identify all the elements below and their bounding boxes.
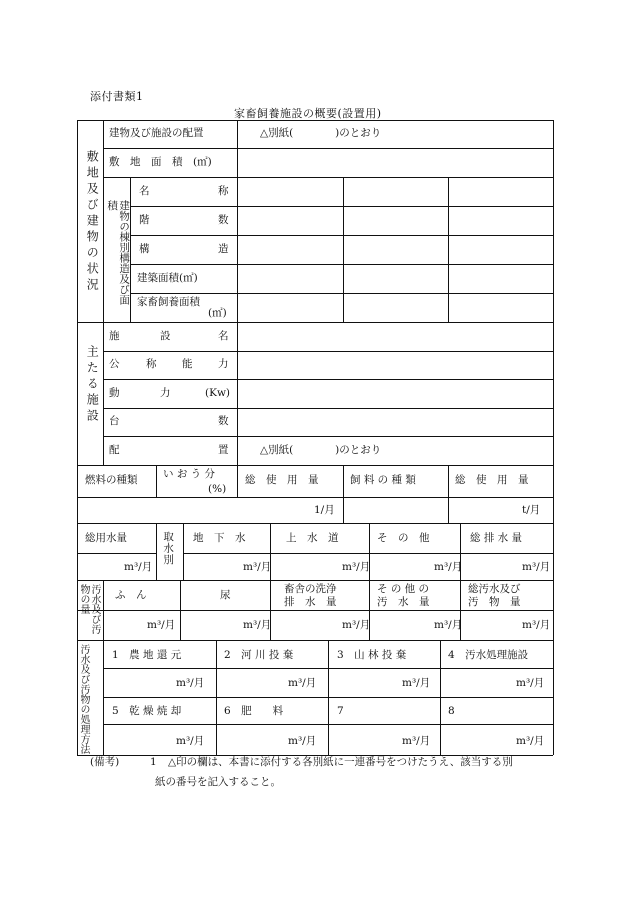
treatment-group-label: 汚水及び汚物の処理方法 [78,644,89,754]
treatment-method-3: 3 山 林 投 棄 [337,649,407,661]
fac-name-label: 施 [109,330,120,342]
treatment-unit-8: m³/月 [516,735,545,747]
grid-vline [460,580,461,640]
treatment-method-7: 7 [337,705,344,717]
bldg-structure-label: 構 [139,243,150,255]
feed-type-label: 飼 料 の 種 類 [350,474,416,486]
attachment-label: 添付書類1 [90,90,144,103]
facility-group-label: 主たる施設 [85,345,100,425]
water-total-label: 総用水量 [85,532,127,544]
fac-power-label-2: 力 [160,387,171,399]
bldg-structure-label-end: 造 [218,243,229,255]
grid-hline [130,264,553,265]
fac-capacity-label: 公 [109,358,120,370]
treatment-unit-2: m³/月 [288,677,317,689]
site-group-label: 敷地及び建物の状況 [85,150,100,294]
grid-vline [103,580,104,755]
feed-usage-unit: t/月 [522,504,541,516]
site-area-label: 敷 地 面 積 (㎡) [109,156,212,168]
bldg-floors-label-end: 数 [218,214,229,226]
fuel-usage-unit: 1/月 [314,504,335,516]
grid-hline [103,436,553,437]
grid-vline [553,120,554,755]
water-other-unit: m³/月 [434,561,463,573]
water-ground-label: 地 下 水 [193,532,246,544]
grid-hline [130,293,553,294]
grid-vline [343,465,344,523]
treatment-unit-7: m³/月 [402,735,431,747]
grid-vline [270,580,271,640]
treatment-method-6: 6 肥 料 [224,705,284,717]
fuel-sulfur-unit: (%) [208,483,227,495]
fac-count-label-end: 数 [218,415,229,427]
fac-capacity-label-end: 力 [218,358,229,370]
fuel-sulfur-label: い お う 分 [163,468,216,480]
sewage-total-label: 総汚水及び [468,583,521,595]
treatment-method-2: 2 河 川 投 棄 [224,649,294,661]
fac-layout-label: 配 [109,444,120,456]
treatment-unit-1: m³/月 [176,677,205,689]
bldg-subgroup-label: 建物の棟別構造及び面積 [106,200,131,305]
treatment-unit-5: m³/月 [176,735,205,747]
grid-hline [130,206,553,207]
water-intake-label: 取水別 [162,531,175,566]
grid-hline [130,235,553,236]
sewage-urine-unit: m³/月 [243,619,272,631]
form-title: 家畜飼養施設の概要(設置用) [234,107,382,120]
fac-name-label-end: 名 [218,330,229,342]
grid-hline [77,553,156,554]
treatment-unit-4: m³/月 [516,677,545,689]
grid-hline [103,177,553,178]
water-total-unit: m³/月 [124,561,153,573]
fac-capacity-label-2: 称 [146,358,157,370]
sewage-wash-label: 畜舎の洗浄 [284,583,337,595]
treatment-method-5: 5 乾 燥 焼 却 [112,705,182,717]
treatment-method-4: 4 汚水処理施設 [448,649,529,661]
grid-vline [180,580,181,640]
grid-hline [77,640,553,641]
grid-hline [77,497,553,498]
fac-layout-label-end: 置 [218,444,229,456]
grid-hline [103,408,553,409]
remarks-text-2: 紙の番号を記入すること。 [155,776,281,788]
sewage-other-label: そ の 他 の [377,583,430,595]
grid-hline [103,351,553,352]
sewage-total-unit: m³/月 [522,619,551,631]
grid-vline [216,640,217,755]
bldg-area-label: 建築面積(㎡) [137,272,198,284]
sewage-group-label: 汚水及び汚物の量 [78,584,100,634]
treatment-unit-3: m³/月 [402,677,431,689]
treatment-method-8: 8 [448,705,455,717]
grid-hline [77,322,553,323]
grid-hline [77,580,553,581]
grid-hline [103,148,553,149]
fuel-usage-label: 総 使 用 量 [245,474,319,486]
grid-vline [328,640,329,755]
water-drain-unit: m³/月 [522,561,551,573]
bldg-name-label: 名 [139,185,150,197]
feed-usage-label: 総 使 用 量 [455,474,529,486]
breeding-area-label: 家畜飼養面積 [137,296,200,308]
bldg-name-label-end: 称 [218,185,229,197]
sewage-wash-label-2: 排 水 量 [284,596,337,608]
grid-vline [448,177,449,322]
fac-capacity-label-3: 能 [182,358,193,370]
remarks-number: 1 [150,756,157,768]
sewage-total-label-2: 汚 物 量 [468,596,521,608]
water-tap-label: 上 水 道 [286,532,339,544]
grid-vline [156,523,157,580]
fac-power-unit: (Kw) [205,387,231,399]
sewage-urine-label: 尿 [220,589,231,601]
grid-hline [77,523,553,524]
grid-vline [440,640,441,755]
sewage-other-unit: m³/月 [434,619,463,631]
grid-hline [77,465,553,466]
grid-vline [103,120,104,465]
bldg-floors-label: 階 [139,214,150,226]
grid-vline [130,177,131,322]
fac-name-label-2: 設 [160,330,171,342]
fac-layout-value: △別紙( )のとおり [260,444,382,456]
grid-vline [156,465,157,497]
breeding-area-unit: (㎡) [208,307,227,319]
fac-count-label: 台 [109,415,120,427]
sewage-manure-unit: m³/月 [147,619,176,631]
grid-vline [237,120,238,497]
grid-vline [369,580,370,640]
water-ground-unit: m³/月 [243,561,272,573]
fac-power-label: 動 [109,387,120,399]
water-tap-unit: m³/月 [342,561,371,573]
treatment-unit-6: m³/月 [288,735,317,747]
grid-hline [183,553,553,554]
grid-vline [343,177,344,322]
sewage-manure-label: ふ ん [115,589,147,601]
water-drain-label: 総 排 水 量 [470,532,523,544]
fuel-type-label: 燃料の種類 [85,474,138,486]
sewage-other-label-2: 汚 水 量 [377,596,430,608]
grid-vline [448,465,449,523]
treatment-method-1: 1 農 地 還 元 [112,649,182,661]
grid-hline [77,610,553,611]
remarks-label: (備考) [90,756,120,768]
site-layout-value: △別紙( )のとおり [260,127,382,139]
sewage-wash-unit: m³/月 [342,619,371,631]
grid-hline [103,379,553,380]
grid-vline [183,523,184,580]
water-other-label: そ の 他 [377,532,430,544]
remarks-text-1: △印の欄は、本書に添付する各別紙に一連番号をつけたうえ、該当する別 [168,756,513,768]
site-layout-label: 建物及び施設の配置 [109,127,204,139]
grid-hline [77,120,553,121]
